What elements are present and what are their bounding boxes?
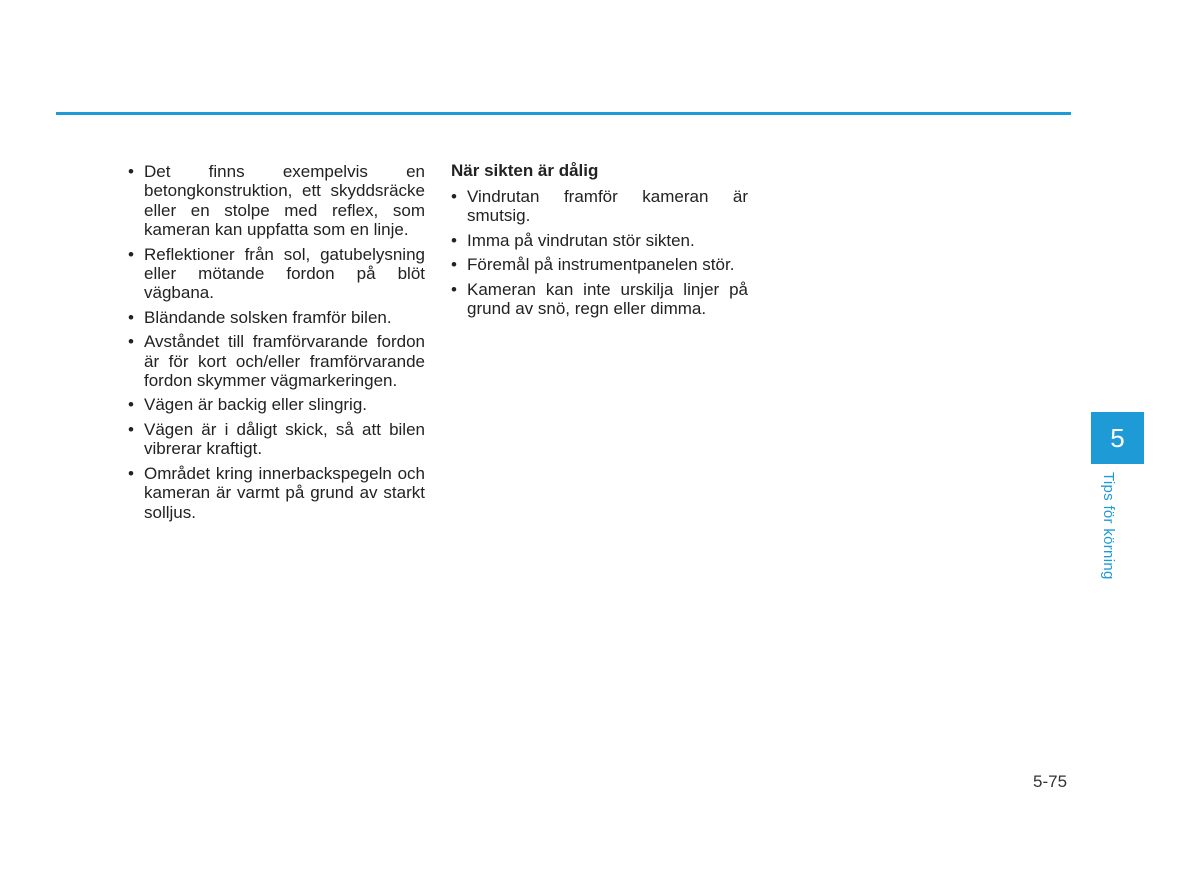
left-column bbox=[128, 160, 425, 527]
chapter-number-tab: 5 bbox=[1091, 412, 1144, 464]
list-item: • Imma på vindrutan stör sikten. bbox=[451, 231, 748, 250]
right-bullet-list bbox=[451, 187, 748, 318]
chapter-title: Tips för körning bbox=[1100, 472, 1117, 580]
list-item: • Området kring innerbackspegeln och kameran är varmt på grund av starkt solljus. bbox=[128, 464, 425, 522]
list-item: • Det finns exempelvis en betongkonstruktion, ett skyddsräcke eller en stolpe med reflex, som kameran kan uppfatta som en linje. bbox=[128, 162, 425, 240]
list-item: • Vägen är backig eller slingrig. bbox=[128, 395, 425, 414]
list-item: • Bländande solsken framför bilen. bbox=[128, 308, 425, 327]
section-heading: När sikten är dålig bbox=[451, 161, 599, 180]
right-column bbox=[451, 160, 748, 323]
list-item: • Kameran kan inte urskilja linjer på grund av snö, regn eller dimma. bbox=[451, 280, 748, 319]
list-item: • Avståndet till framförvarande fordon är för kort och/eller framförvarande fordon skymmer vägmarkeringen. bbox=[128, 332, 425, 390]
header-rule bbox=[56, 112, 1071, 115]
list-item: • Föremål på instrumentpanelen stör. bbox=[451, 255, 748, 274]
page-number: 5-75 bbox=[1033, 772, 1068, 791]
list-item: • Vägen är i dåligt skick, så att bilen vibrerar kraftigt. bbox=[128, 420, 425, 459]
left-bullet-list bbox=[128, 162, 425, 522]
list-item: • Vindrutan framför kameran är smutsig. bbox=[451, 187, 748, 226]
list-item: • Reflektioner från sol, gatubelysning eller mötande fordon på blöt vägbana. bbox=[128, 245, 425, 303]
